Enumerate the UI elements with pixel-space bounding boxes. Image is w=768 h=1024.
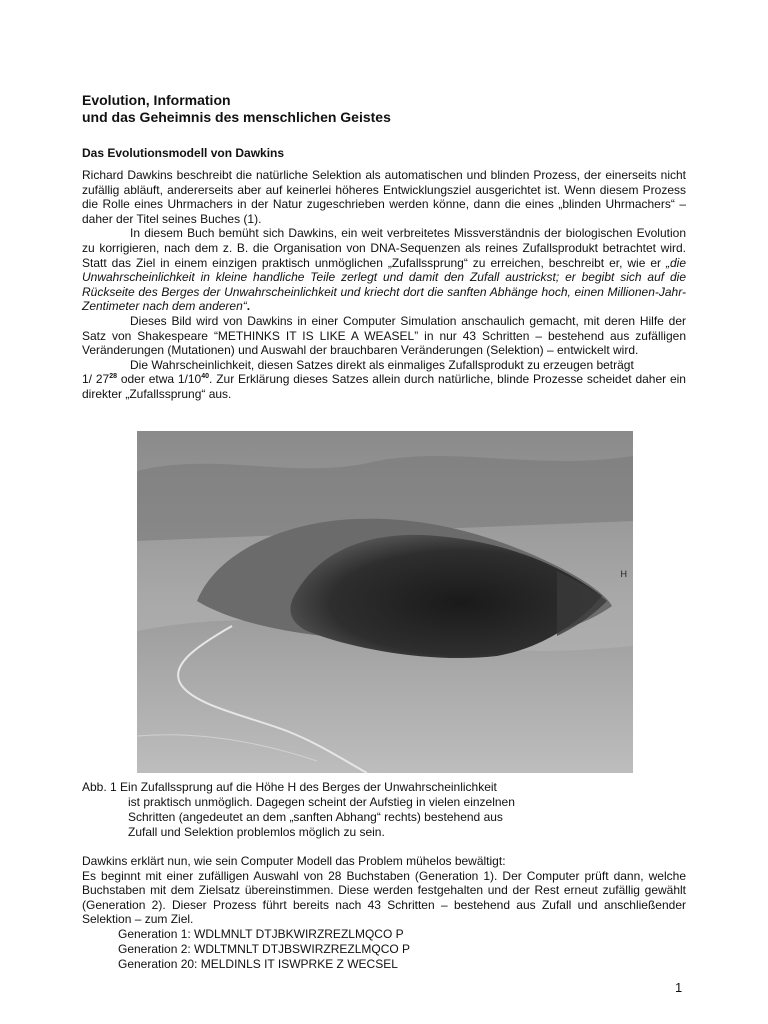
- article-bottom: [82, 854, 686, 972]
- dawkins-quote: „die Unwahrscheinlichkeit in kleine handliche Teile zerlegt und damit den Zufall austrickst; er begibt sich auf die Rückseite des Berges der Unwahrscheinlichkeit und kriecht dort die sanften Abhänge hoch, einen Millionen-Jahr-Zentimeter nach dem anderen“: [82, 255, 686, 314]
- paragraph-5: Dawkins erklärt nun, wie sein Computer Modell das Problem mühelos bewältigt:: [82, 854, 506, 868]
- probability-b: oder etwa 1/10: [117, 372, 202, 387]
- generation-20: Generation 20: MELDINLS IT ISWPRKE Z WECSEL: [118, 956, 398, 971]
- paragraph-4-end: . Zur Erklärung dieses Satzes allein durch natürliche, blinde Prozesse scheidet daher ein direkter „Zufallssprung“ aus.: [82, 372, 686, 401]
- paragraph-4-cont: [82, 372, 686, 401]
- generation-1: Generation 1: WDLMNLT DTJBKWIRZREZLMQCO P: [118, 926, 404, 941]
- paragraph-4: [82, 358, 686, 373]
- section-heading: Das Evolutionsmodell von Dawkins: [82, 146, 285, 160]
- caption-line-1: Abb. 1 Ein Zufallssprung auf die Höhe H des Berges der Unwahrscheinlichkeit: [82, 780, 497, 794]
- figure-caption: [82, 780, 682, 840]
- paragraph-6: Es beginnt mit einer zufälligen Auswahl von 28 Buchstaben (Generation 1). Der Computer prüft dann, welche Buchstaben mit dem Zielsatz übereinstimmen. Diese werden festgehalten und der Rest erneut zufällig gewählt (Generation 2). Dieser Prozess führt bereits nach 43 Schritten – bestehend aus Zufall und anschließender Selektion – zum Ziel.: [82, 868, 686, 927]
- paragraph-4-start: Die Wahrscheinlichkeit, diesen Satzes direkt als einmaliges Zufallsprodukt zu erzeugen beträgt: [130, 357, 634, 372]
- paragraph-2: [82, 226, 686, 314]
- mountain-photo: [137, 431, 633, 773]
- caption-line-4: Zufall und Selektion problemlos möglich zu sein.: [128, 825, 385, 839]
- height-marker-h: H: [620, 569, 627, 579]
- title-line-2: und das Geheimnis des menschlichen Geistes: [82, 109, 391, 125]
- page-number: 1: [675, 980, 683, 995]
- probability-a: 1/ 27: [82, 372, 110, 387]
- article-top: [82, 92, 686, 402]
- paragraph-2-start: In diesem Buch bemüht sich Dawkins, ein weit verbreitetes Missverständnis der biologischen Evolution zu korrigieren, nach dem z. B. die Organisation von DNA-Sequenzen als reines Zufallsprodukt betrachtet wird. Statt das Ziel in einem einzigen praktisch unmöglichen „Zufallssprung“ zu erreichen, beschreibt er, wie er: [82, 226, 686, 270]
- caption-line-2: ist praktisch unmöglich. Dagegen scheint der Aufstieg in vielen einzelnen: [128, 795, 515, 809]
- exponent-b: 40: [201, 373, 210, 381]
- generation-2: Generation 2: WDLTMNLT DTJBSWIRZREZLMQCO P: [118, 941, 411, 956]
- paragraph-1: Richard Dawkins beschreibt die natürliche Selektion als automatischen und blinden Prozess, der einerseits nicht zufällig abläuft, andererseits aber auf keinerlei höheres Entwicklungsziel ausgerichtet ist. Wenn diesem Prozess die Rolle eines Uhrmachers in der Natur zugeschrieben werden könne, dann die eines „blinden Uhrmachers“ – daher der Titel seines Buches (1).: [82, 168, 686, 226]
- paragraph-2-end: .: [246, 299, 251, 314]
- title-line-1: Evolution, Information: [82, 92, 231, 108]
- exponent-a: 28: [109, 373, 117, 381]
- paragraph-3: Dieses Bild wird von Dawkins in einer Computer Simulation anschaulich gemacht, mit deren Hilfe der Satz von Shakespeare “METHINKS IT IS LIKE A WEASEL” in nur 43 Schritten – bestehend aus zufälligen Veränderungen (Mutationen) und Auswahl der brauchbaren Veränderungen (Selektion) – entwickelt wird.: [82, 313, 686, 358]
- caption-line-3: Schritten (angedeutet an dem „sanften Abhang“ rechts) bestehend aus: [128, 810, 503, 824]
